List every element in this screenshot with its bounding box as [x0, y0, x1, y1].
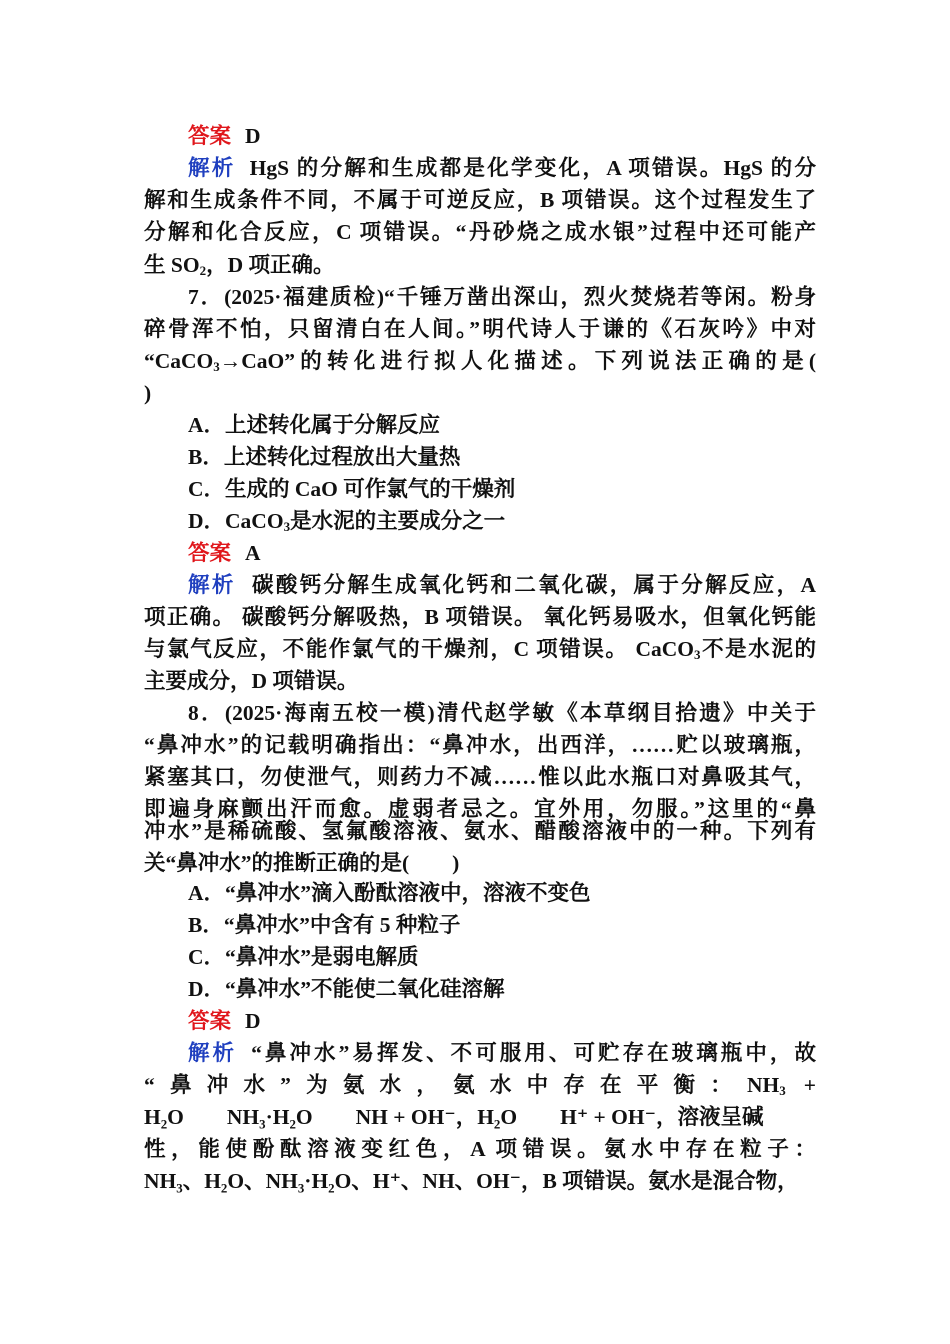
analysis-text: ，D 项正确。 [206, 253, 335, 277]
subscript: 2 [199, 263, 207, 278]
answer-value: D [245, 124, 261, 148]
answer-value: D [245, 1009, 261, 1033]
q7-option-a: A．上述转化属于分解反应 [188, 413, 441, 437]
subscript: 3 [693, 647, 701, 662]
question-number: 8． [188, 701, 225, 725]
q7-stem-line-4: ) [144, 381, 152, 405]
q6-analysis-line-3: 分解和化合反应，C 项错误。“丹砂烧之成水银”过程中还可能产 [144, 220, 816, 244]
q7-option-d [188, 505, 816, 537]
q8-answer-line [188, 1005, 816, 1037]
answer-value: A [245, 541, 261, 565]
q7-analysis-line-2: 项正确。 碳酸钙分解吸热，B 项错误。 氧化钙易吸水，但氧化钙能 [144, 605, 816, 629]
q7-analysis-line-3 [144, 633, 816, 665]
q7-stem-line-3 [144, 345, 816, 377]
question-text: “CaCO [144, 349, 214, 373]
subscript: 3 [779, 1083, 786, 1098]
analysis-text: 与氯气反应，不能作氯气的干燥剂，C 项错误。 CaCO [144, 637, 694, 661]
analysis-text: “鼻冲水”易挥发、不可服用、可贮存在玻璃瓶中，故 [251, 1041, 816, 1065]
analysis-text: 不是水泥的 [700, 637, 816, 661]
q8-option-c: C．“鼻冲水”是弱电解质 [188, 945, 419, 969]
q7-option-b: B．上述转化过程放出大量热 [188, 445, 461, 469]
q6-analysis-line-2: 解和生成条件不同，不属于可逆反应，B 项错误。这个过程发生了 [144, 188, 816, 212]
analysis-label: 解析 [188, 573, 236, 597]
q8-stem-line-5: 冲水”是稀硫酸、氢氟酸溶液、氨水、醋酸溶液中的一种。下列有 [144, 819, 816, 843]
q7-stem-line-1 [188, 281, 816, 313]
analysis-label: 解析 [188, 1041, 238, 1065]
q8-stem-line-4: 即遍身麻颤出汗而愈。虚弱者忌之。宜外用，勿服。”这里的“鼻 [144, 797, 816, 821]
option-text: D．CaCO [188, 509, 284, 533]
q7-analysis-line-4: 主要成分，D 项错误。 [144, 669, 359, 693]
option-text: 是水泥的主要成分之一 [290, 509, 506, 533]
analysis-text: “鼻冲水”为氨水，氨水中存在平衡：NH [144, 1073, 780, 1097]
q8-stem-line-6: 关“鼻冲水”的推断正确的是( ) [144, 851, 460, 875]
answer-label: 答案 [188, 541, 232, 565]
question-source: (2025·海南五校一模) [224, 701, 435, 725]
q6-answer-line [188, 120, 816, 152]
q8-analysis-line-3: H₂O NH₃·H₂O NH + OH⁻，H₂O H⁺ + OH⁻，溶液呈碱 [144, 1105, 764, 1129]
q7-answer-line [188, 537, 816, 569]
analysis-label: 解析 [188, 156, 236, 180]
q8-stem-line-1 [188, 697, 816, 729]
q8-stem-line-2: “鼻冲水”的记载明确指出：“鼻冲水，出西洋，……贮以玻璃瓶， [144, 733, 816, 757]
q8-option-b: B．“鼻冲水”中含有 5 种粒子 [188, 913, 461, 937]
q8-option-a: A．“鼻冲水”滴入酚酞溶液中，溶液不变色 [188, 881, 591, 905]
answer-label: 答案 [188, 1009, 232, 1033]
analysis-text: + [803, 1073, 816, 1097]
q8-analysis-line-5: NH₃、H₂O、NH₃·H₂O、H⁺、NH、OH⁻，B 项错误。氨水是混合物， [144, 1169, 799, 1193]
analysis-text: 生 SO [144, 253, 200, 277]
q6-analysis-line-4 [144, 249, 816, 281]
q7-stem-line-2: 碎骨浑不怕，只留清白在人间。”明代诗人于谦的《石灰吟》中对 [144, 317, 816, 341]
q6-analysis-line-1 [188, 152, 816, 184]
q8-analysis-line-1 [188, 1037, 816, 1069]
question-text: 清代赵学敏《本草纲目拾遗》中关于 [434, 701, 816, 725]
q8-analysis-line-4: 性，能使酚酞溶液变红色，A 项错误。氨水中存在粒子： [144, 1137, 816, 1161]
analysis-text: 碳酸钙分解生成氧化钙和二氧化碳，属于分解反应，A [249, 573, 816, 597]
question-source: (2025·福建质检) [224, 285, 385, 309]
question-text: “千锤万凿出深山，烈火焚烧若等闲。粉身 [384, 285, 816, 309]
q8-analysis-line-2 [144, 1069, 816, 1101]
q8-option-d: D．“鼻冲水”不能使二氧化硅溶解 [188, 977, 505, 1001]
q8-stem-line-3: 紧塞其口，勿使泄气，则药力不减……惟以此水瓶口对鼻吸其气， [144, 765, 816, 789]
q7-option-c: C．生成的 CaO 可作氯气的干燥剂 [188, 477, 516, 501]
question-number: 7． [188, 285, 225, 309]
question-text: →CaO”的转化进行拟人化描述。下列说法正确的是( [219, 349, 816, 373]
subscript: 3 [283, 519, 291, 534]
q7-analysis-line-1 [188, 569, 816, 601]
analysis-text: HgS 的分解和生成都是化学变化，A 项错误。HgS 的分 [249, 156, 816, 180]
subscript: 3 [213, 359, 220, 374]
answer-label: 答案 [188, 124, 232, 148]
